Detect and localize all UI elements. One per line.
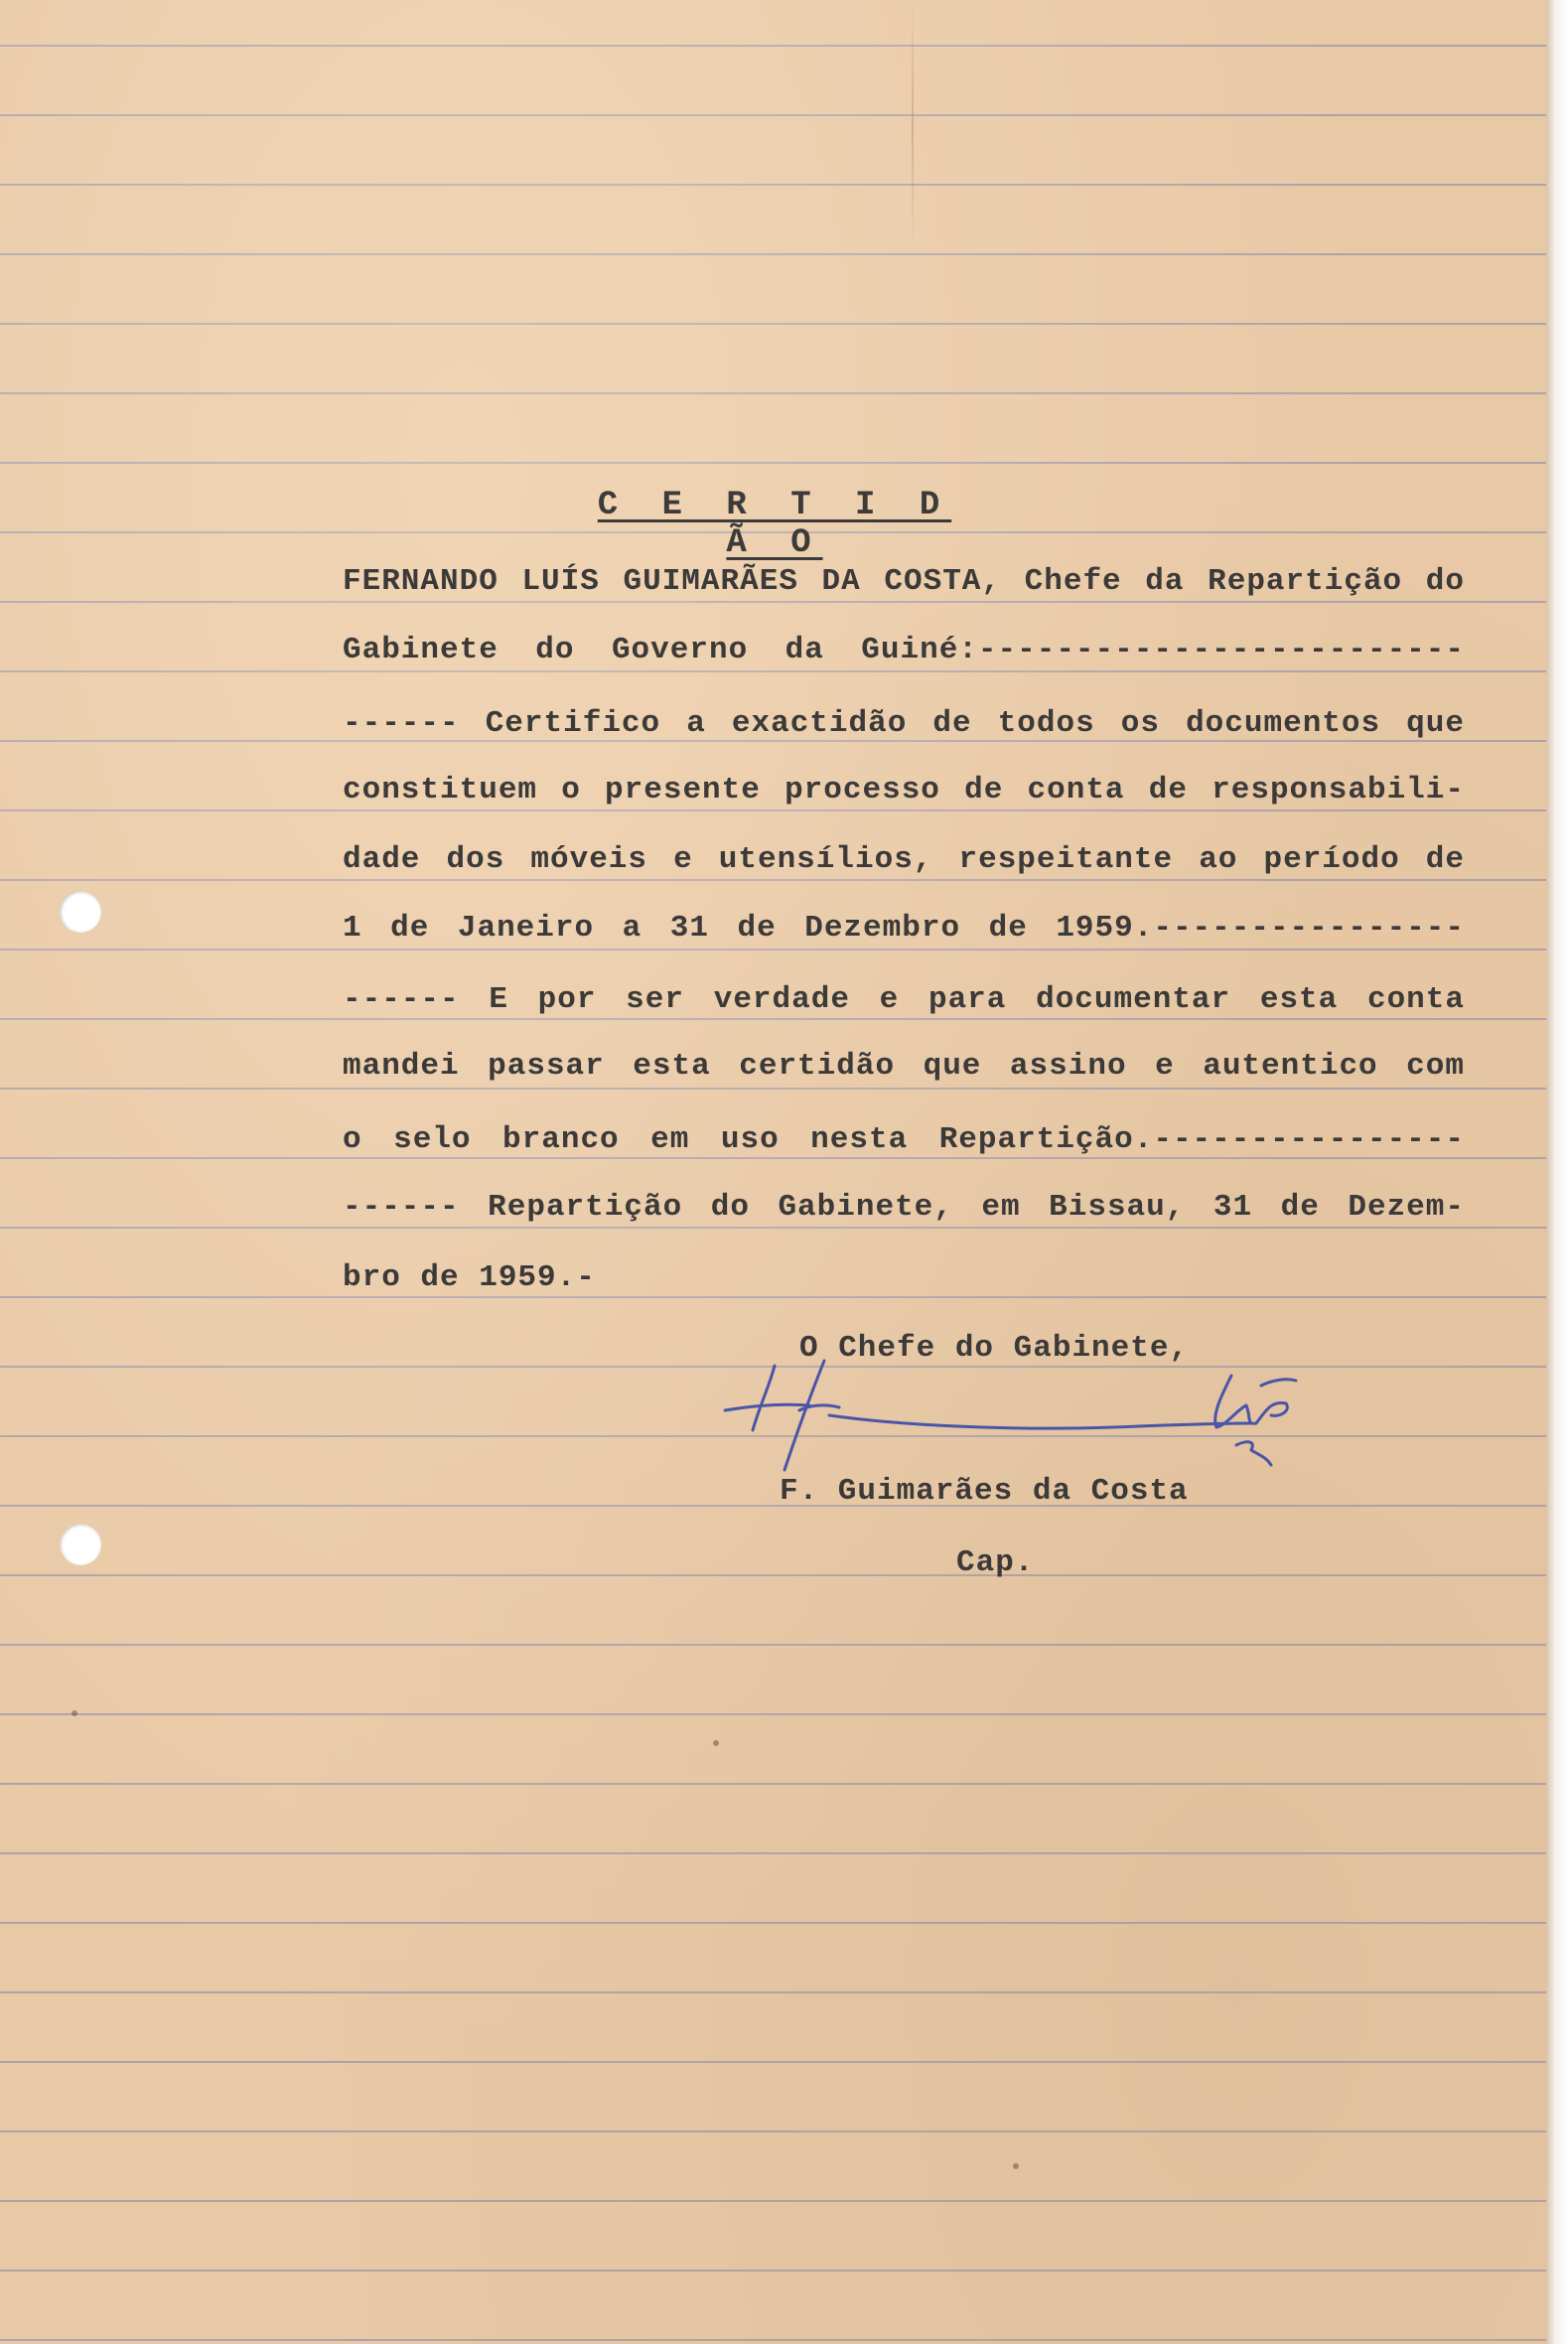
body-line: 1 de Janeiro a 31 de Dezembro de 1959.---------------- <box>343 911 1465 946</box>
signer-rank: Cap. <box>956 1545 1035 1580</box>
signer-name: F. Guimarães da Costa <box>780 1474 1189 1509</box>
body-line: ------ E por ser verdade e para documentar esta conta <box>343 982 1465 1017</box>
punch-hole <box>60 1524 101 1565</box>
closing-text: O Chefe do Gabinete, <box>799 1331 1190 1366</box>
body-line: bro de 1959.- <box>343 1260 596 1295</box>
body-line: Gabinete do Governo da Guiné:------------------------- <box>343 633 1465 667</box>
page-edge <box>1546 0 1568 2344</box>
paper-fold <box>912 0 914 248</box>
body-line: ------ Repartição do Gabinete, em Bissau, 31 de Dezem- <box>343 1190 1465 1225</box>
paper-speck <box>713 1740 719 1746</box>
body-line: FERNANDO LUÍS GUIMARÃES DA COSTA, Chefe da Repartição do <box>343 564 1465 599</box>
body-line: constituem o presente processo de conta de responsabili- <box>343 773 1465 807</box>
body-line: o selo branco em uso nesta Repartição.---------------- <box>343 1122 1465 1157</box>
paper-speck <box>71 1710 77 1716</box>
body-line: ------ Certifico a exactidão de todos os documentos que <box>343 706 1465 741</box>
body-line: mandei passar esta certidão que assino e autentico com <box>343 1049 1465 1084</box>
document-title: C E R T I D Ã O <box>597 487 952 562</box>
body-line: dade dos móveis e utensílios, respeitante ao período de <box>343 842 1465 877</box>
handwritten-signature <box>715 1356 1311 1475</box>
punch-hole <box>60 891 101 933</box>
paper-speck <box>1013 2163 1019 2169</box>
